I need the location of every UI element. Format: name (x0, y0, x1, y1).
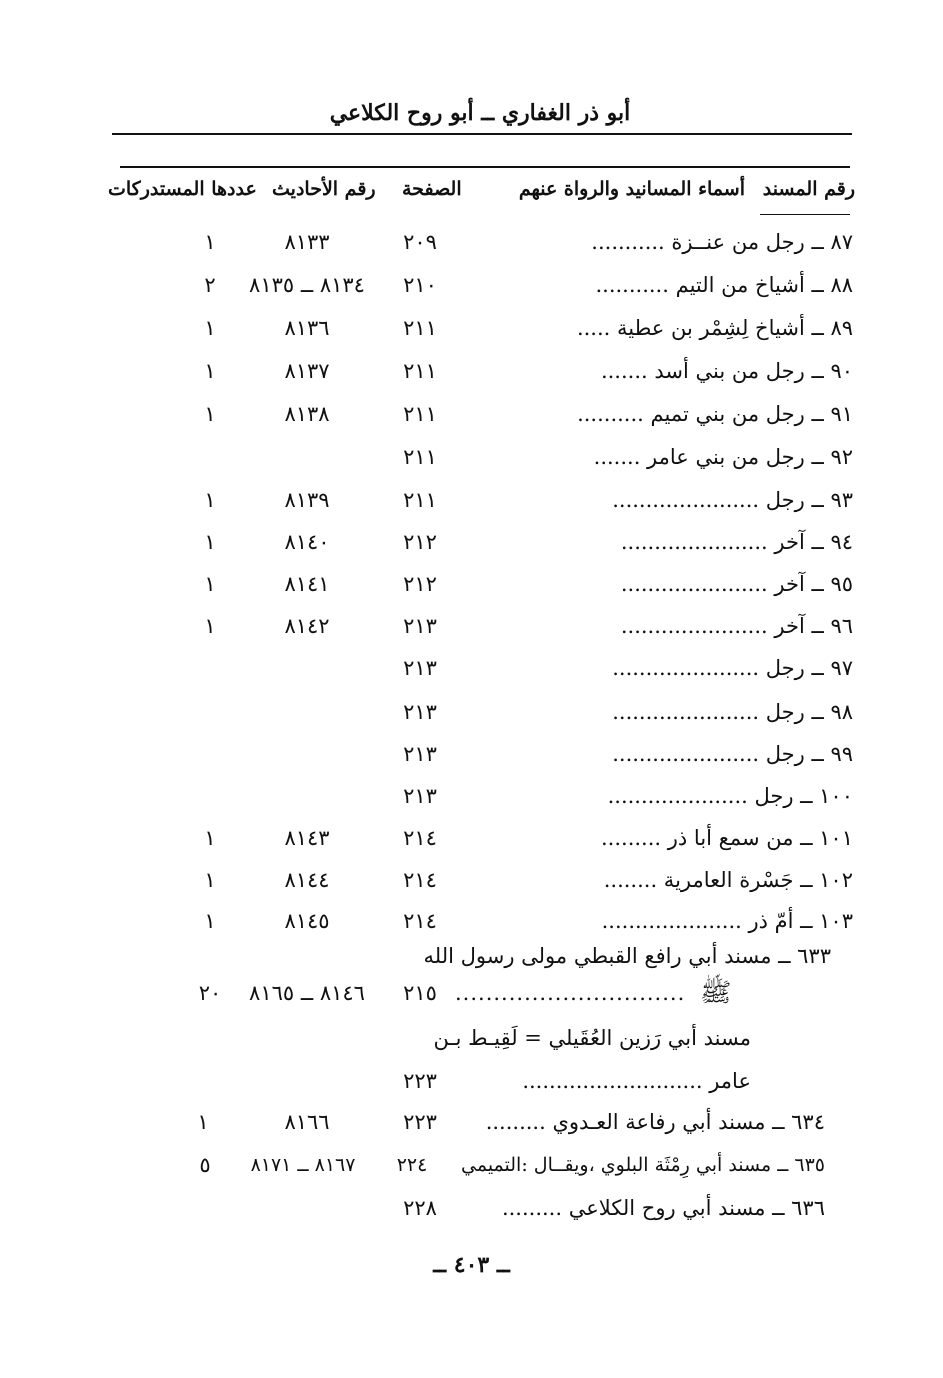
column-musnad-no: رقم المسند (762, 178, 855, 200)
entry-hadith: ٨١٤٦ ــ ٨١٦٥ (249, 981, 365, 1005)
entry-634-name: ٦٣٤ ــ مسند أبي رفاعة العـدوي ......... (485, 1110, 825, 1134)
table-row (0, 903, 943, 939)
entry-page: ٢١١ (403, 488, 437, 512)
entry-name: ١٠٣ ــ أمّ ذر ..................... (601, 909, 853, 933)
entry-count: ١ (204, 614, 216, 638)
entry-page: ٢١٥ (403, 981, 437, 1005)
column-page: الصفحة (402, 178, 462, 200)
table-row (0, 566, 943, 602)
entry-name: ٨٧ ــ رجل من عنــزة ........... (591, 230, 853, 254)
entry-page: ٢١١ (403, 445, 437, 469)
column-hadith-no: رقم الأحاديث (272, 178, 376, 200)
entry-name: ٩٥ ــ آخر ...................... (620, 572, 853, 596)
table-row (0, 482, 943, 518)
table-row (0, 736, 943, 772)
entry-636-row (0, 1190, 943, 1226)
entry-page: ٢١٣ (403, 614, 437, 638)
entry-page: ٢٢٣ (403, 1110, 437, 1134)
entry-hadith: ٨١٤٣ (284, 826, 330, 850)
column-head-rule (760, 214, 850, 215)
header-rule (112, 133, 852, 135)
entry-633-title-row (0, 938, 943, 974)
honorific-glyph: ﷺ (700, 978, 732, 1008)
entry-633-dots: .............................. (455, 981, 686, 1005)
razin-line-1 (0, 1020, 943, 1056)
entry-name: ١٠٢ ــ جَسْرة العامرية ........ (603, 868, 853, 892)
entry-hadith: ٨١٣٧ (284, 359, 330, 383)
entry-page: ٢١٤ (403, 826, 437, 850)
entry-633-detail-row (0, 975, 943, 1011)
table-row (0, 396, 943, 432)
entry-633-title: ٦٣٣ ــ مسند أبي رافع القبطي مولى رسول الله (423, 944, 831, 968)
entry-name: ٩٤ ــ آخر ...................... (620, 530, 853, 554)
entry-count: ٥ (199, 1153, 211, 1177)
table-row (0, 524, 943, 560)
entry-hadith: ٨١٣٦ (284, 316, 330, 340)
entry-count: ١ (204, 826, 216, 850)
entry-name: ٩٠ ــ رجل من بني أسد ....... (600, 359, 853, 383)
entry-count: ١ (204, 316, 216, 340)
entry-name: ٩٩ ــ رجل ...................... (612, 742, 853, 766)
entry-count: ٢ (204, 273, 216, 297)
razin-line-2 (0, 1063, 943, 1099)
entry-page: ٢٢٤ (396, 1154, 428, 1176)
entry-name: ٩٢ ــ رجل من بني عامر ....... (593, 445, 853, 469)
entry-635-name: ٦٣٥ ــ مسند أبي رِمْثَة البلوي ،ويقــال :التميمي (461, 1154, 825, 1176)
entry-635-row (0, 1147, 943, 1183)
entry-page: ٢١٠ (403, 273, 437, 297)
entry-hadith: ٨١٣٩ (284, 488, 330, 512)
razin-text-2: عامر ........................... (522, 1069, 751, 1093)
entry-hadith: ٨١٤٥ (284, 909, 330, 933)
entry-count: ١ (204, 909, 216, 933)
entry-name: ٩١ ــ رجل من بني تميم .......... (577, 402, 853, 426)
entry-hadith: ٨١٤٠ (284, 530, 330, 554)
entry-634-row (0, 1104, 943, 1140)
entry-hadith: ٨١٣٤ ــ ٨١٣٥ (249, 273, 365, 297)
entry-hadith: ٨١٦٦ (284, 1110, 330, 1134)
table-row (0, 310, 943, 346)
entry-page: ٢١٤ (403, 909, 437, 933)
entry-count: ١ (204, 402, 216, 426)
entry-name: ٩٦ ــ آخر ...................... (620, 614, 853, 638)
entry-hadith: ٨١٤١ (284, 572, 330, 596)
entry-page: ٢١٤ (403, 868, 437, 892)
entry-name: ٩٨ ــ رجل ...................... (612, 700, 853, 724)
entry-636-name: ٦٣٦ ــ مسند أبي روح الكلاعي ......... (501, 1196, 825, 1220)
entry-page: ٢١٢ (403, 572, 437, 596)
entry-page: ٢١٢ (403, 530, 437, 554)
entry-page: ٢٠٩ (403, 230, 437, 254)
page-number: ــ ٤٠٣ ــ (433, 1252, 510, 1278)
table-row (0, 224, 943, 260)
table-row (0, 353, 943, 389)
table-row (0, 778, 943, 814)
entry-count: ١ (204, 868, 216, 892)
table-row (0, 862, 943, 898)
razin-text-1: مسند أبي رَزين العُقَيلي = لَقِيـط بـن (433, 1026, 751, 1050)
entry-count: ١ (204, 488, 216, 512)
table-row (0, 608, 943, 644)
entry-count: ٢٠ (198, 981, 222, 1005)
entry-name: ١٠١ ــ من سمع أبا ذر ......... (601, 826, 853, 850)
entry-page: ٢١١ (403, 316, 437, 340)
entry-hadith: ٨١٤٢ (284, 614, 330, 638)
entry-count: ١ (204, 230, 216, 254)
header-rule-second (120, 166, 850, 168)
entry-count: ١ (197, 1110, 209, 1134)
entry-name: ٨٩ ــ أشياخ لِشِمْر بن عطية ..... (576, 316, 853, 340)
entry-page: ٢١١ (403, 402, 437, 426)
entry-page: ٢٢٨ (403, 1196, 437, 1220)
entry-page: ٢١٣ (403, 656, 437, 680)
running-head: أبو ذر الغفاري ــ أبو روح الكلاعي (329, 100, 631, 126)
entry-name: ٩٧ ــ رجل ...................... (612, 656, 853, 680)
entry-hadith: ٨١٣٨ (284, 402, 330, 426)
entry-count: ١ (204, 359, 216, 383)
column-count: عددها المستدركات (108, 178, 257, 200)
table-row (0, 267, 943, 303)
table-row (0, 650, 943, 686)
entry-page: ٢٢٣ (403, 1069, 437, 1093)
entry-count: ١ (204, 530, 216, 554)
entry-page: ٢١١ (403, 359, 437, 383)
entry-hadith: ٨١٣٣ (284, 230, 330, 254)
entry-hadith: ٨١٤٤ (284, 868, 330, 892)
entry-count: ١ (204, 572, 216, 596)
entry-hadith: ٨١٦٧ ــ ٨١٧١ (250, 1154, 356, 1176)
table-row (0, 694, 943, 730)
table-row (0, 820, 943, 856)
entry-page: ٢١٣ (403, 784, 437, 808)
entry-name: ١٠٠ ــ رجل ..................... (607, 784, 853, 808)
column-names: أسماء المسانيد والرواة عنهم (518, 178, 745, 200)
entry-page: ٢١٣ (403, 700, 437, 724)
entry-name: ٨٨ ــ أشياخ من التيم ........... (595, 273, 853, 297)
entry-name: ٩٣ ــ رجل ...................... (612, 488, 853, 512)
entry-page: ٢١٣ (403, 742, 437, 766)
table-row (0, 439, 943, 475)
